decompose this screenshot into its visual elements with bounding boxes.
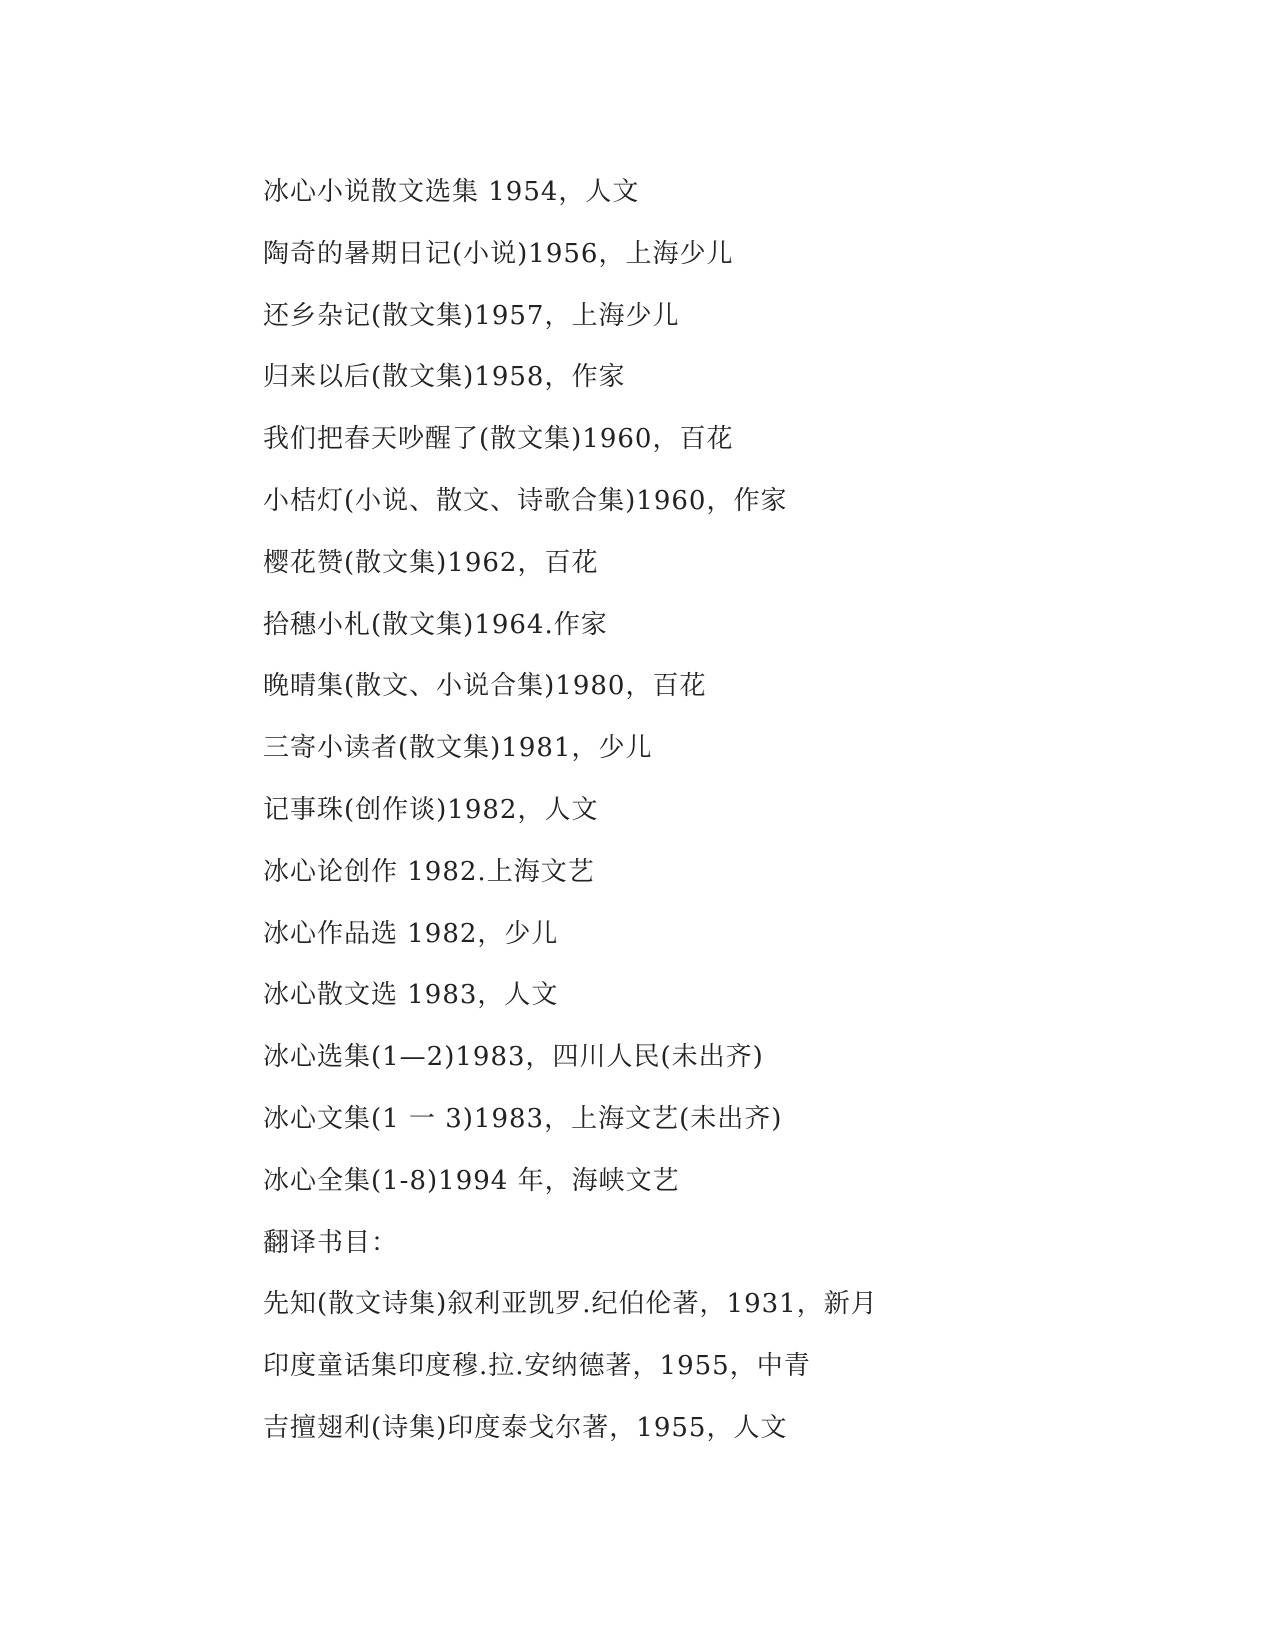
bibliography-entry: 记事珠(创作谈)1982，人文	[263, 794, 599, 825]
bibliography-entry: 陶奇的暑期日记(小说)1956，上海少儿	[263, 238, 734, 269]
bibliography-entry: 我们把春天吵醒了(散文集)1960，百花	[263, 424, 734, 455]
bibliography-list	[263, 162, 1163, 1460]
bibliography-entry: 樱花赞(散文集)1962，百花	[263, 547, 599, 578]
bibliography-entry: 冰心作品选 1982，少儿	[263, 918, 559, 949]
bibliography-entry: 冰心论创作 1982.上海文艺	[263, 856, 595, 887]
bibliography-entry: 小桔灯(小说、散文、诗歌合集)1960，作家	[263, 485, 788, 516]
translation-entry: 印度童话集印度穆.拉.安纳德著，1955，中青	[263, 1351, 811, 1382]
bibliography-entry: 冰心小说散文选集 1954，人文	[263, 177, 640, 207]
bibliography-entry: 冰心散文选 1983，人文	[263, 980, 559, 1011]
bibliography-entry: 还乡杂记(散文集)1957，上海少儿	[263, 300, 680, 331]
bibliography-entry: 三寄小读者(散文集)1981，少儿	[263, 733, 653, 764]
bibliography-entry: 冰心全集(1-8)1994 年，海峡文艺	[263, 1165, 680, 1196]
translation-entry: 吉擅翅利(诗集)印度泰戈尔著，1955，人文	[263, 1412, 788, 1443]
section-heading-translations: 翻译书目：	[263, 1227, 399, 1258]
bibliography-entry: 冰心文集(1 一 3)1983，上海文艺(未出齐)	[263, 1103, 783, 1134]
bibliography-entry: 晚晴集(散文、小说合集)1980，百花	[263, 671, 707, 702]
bibliography-entry: 冰心选集(1—2)1983，四川人民(未出齐)	[263, 1042, 764, 1073]
bibliography-entry: 拾穗小札(散文集)1964.作家	[263, 609, 608, 640]
bibliography-entry: 归来以后(散文集)1958，作家	[263, 362, 626, 393]
translation-entry: 先知(散文诗集)叙利亚凯罗.纪伯伦著，1931，新月	[263, 1289, 878, 1320]
